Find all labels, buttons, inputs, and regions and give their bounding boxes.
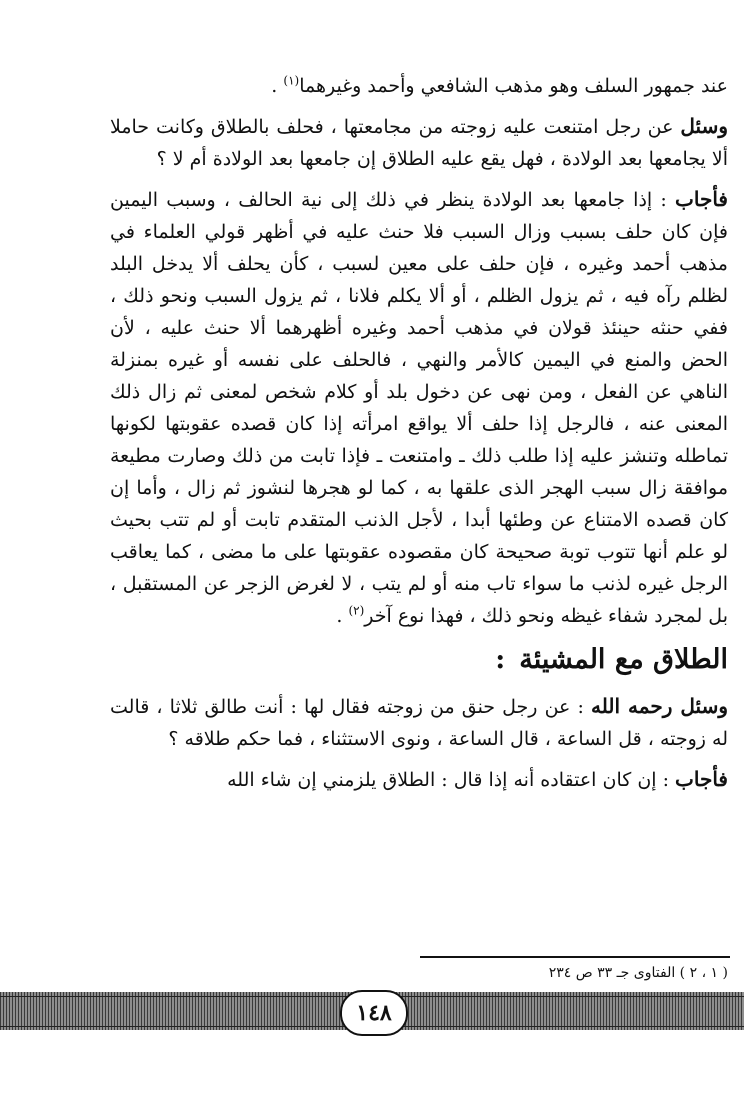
paragraph-text: عن رجل امتنعت عليه زوجته من مجامعتها ، فحلف بالطلاق وكانت حاملا ألا يجامعها بعد الولادة ، فهل يقع عليه الطلاق إن جامعها بعد الولادة أم لا ؟ (110, 116, 728, 170)
paragraph-lead: وسئل رحمه الله (591, 694, 729, 718)
paragraph-text: عند جمهور السلف وهو مذهب الشافعي وأحمد وغيرهما (299, 75, 728, 97)
main-text (110, 70, 728, 796)
paragraph-4 (110, 690, 728, 755)
footnote-ref: (١) (283, 73, 300, 88)
paragraph-text: : إن كان اعتقاده أنه إذا قال : الطلاق يلزمني إن شاء الله (227, 769, 676, 791)
footnote-ref: (٢) (348, 603, 365, 618)
heading-colon: : (495, 644, 506, 675)
footnote: ( ١ ، ٢ ) الفتاوى جـ ٣٣ ص ٢٣٤ (548, 965, 728, 981)
paragraph-lead: وسئل (680, 114, 728, 138)
paragraph-3 (110, 183, 728, 632)
footnote-rule (420, 956, 730, 958)
paragraph-tail: . (271, 75, 284, 97)
section-heading (110, 638, 728, 682)
page-number: ١٤٨ (356, 1000, 392, 1026)
paragraph-5 (110, 763, 728, 796)
paragraph-text: : إذا جامعها بعد الولادة ينظر في ذلك إلى نية الحالف ، وسبب اليمين فإن كان حلف بسبب وزال السبب فلا حنث عليه في أظهر قولي العلماء في مذهب أحمد وغيره ، فإن حلف على معين لسبب ، كأن يحلف ألا يدخل البلد لظلم رآه فيه ، ثم يزول الظلم ، أو ألا يكلم فلانا ، ثم يزول السبب ونحو ذلك ، ففي حنثه حينئذ قولان في مذهب أحمد وغيره أظهرهما ألا حنث عليه ، لأن الحض والمنع في اليمين كالأمر والنهي ، فالحلف على نفسه أو غيره بمنزلة الناهي عن الفعل ، ومن نهى عن دخول بلد أو كلام شخص لمعنى ثم زال ذلك المعنى عنه ، فالرجل إذا حلف ألا يواقع امرأته إذا كان قصده عقوبتها لكونها تماطله وتنشز عليه إذا طلب ذلك ـ وامتنعت ـ فإذا تابت من ذلك وصارت مطيعة موافقة زال سبب الهجر الذى علقها به ، كما لو هجرها لنشوز ثم زال ، وأما إن كان قصده الامتناع عن وطئها أبدا ، لأجل الذنب المتقدم تابت أو لم تتب بحيث لو علم أنها تتوب توبة صحيحة كان مقصوده عقوبتها على ما مضى ، كما يعاقب الرجل غيره لذنب ما سواء تاب منه أو لم يتب ، لا لغرض الزجر عن المستقبل ، بل لمجرد شفاء غيظه ونحو ذلك ، فهذا نوع آخر (110, 189, 728, 627)
heading-title: الطلاق مع المشيئة (519, 644, 728, 675)
paragraph-text: : عن رجل حنق من زوجته فقال لها : أنت طالق ثلاثا ، قالت له زوجته ، قل الساعة ، قال الساعة ، ونوى الاستثناء ، فما حكم طلاقه ؟ (110, 696, 728, 750)
paragraph-lead: فأجاب (675, 187, 728, 211)
paragraph-2 (110, 110, 728, 175)
paragraph-tail: . (336, 605, 349, 627)
page-number-badge (340, 990, 408, 1036)
paragraph-1 (110, 70, 728, 102)
paragraph-lead: فأجاب (675, 767, 728, 791)
